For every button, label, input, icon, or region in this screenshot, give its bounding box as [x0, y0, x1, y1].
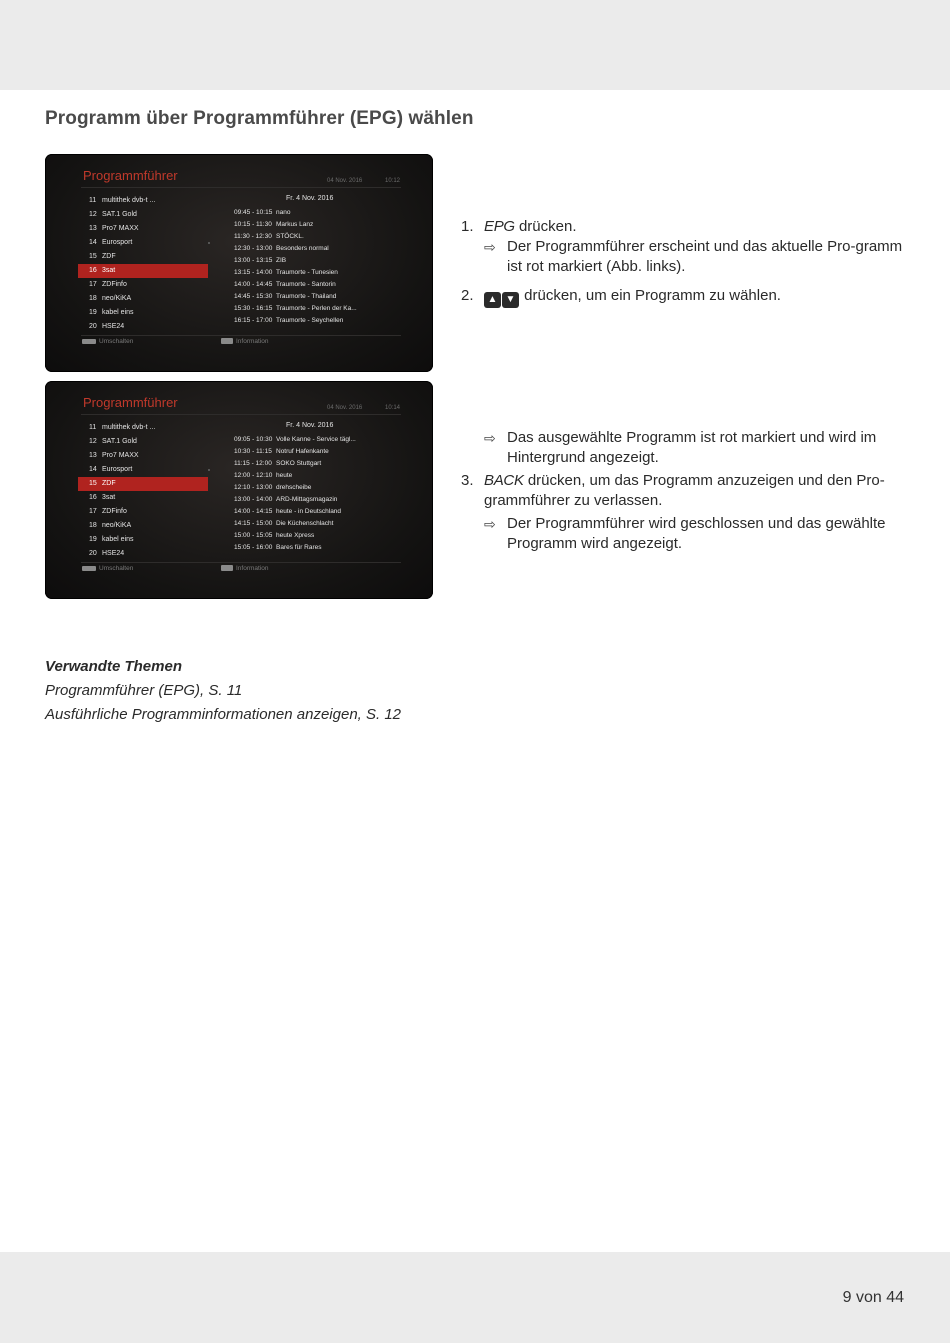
program-title: heute Xpress: [276, 532, 315, 539]
program-list: [234, 434, 404, 554]
steps-block-2: [461, 428, 906, 554]
program-time: 14:00 - 14:45: [234, 281, 273, 288]
program-time: 14:45 - 15:30: [234, 293, 273, 300]
program-row: [234, 255, 404, 267]
epg-day: Fr. 4 Nov. 2016: [286, 195, 334, 202]
scroll-indicator: [208, 469, 210, 471]
footer-switch: Umschalten: [82, 565, 133, 572]
channel-name: neo/KiKA: [102, 522, 132, 529]
channel-number: 20: [89, 323, 97, 330]
channel-name: SAT.1 Gold: [102, 211, 137, 218]
channel-name: 3sat: [102, 494, 116, 501]
channel-row: [78, 463, 208, 477]
channel-row: [78, 222, 208, 236]
page-title: Programm über Programmführer (EPG) wählen: [45, 108, 474, 129]
channel-row: [78, 505, 208, 519]
channel-name: multithek dvb-t ...: [102, 424, 156, 431]
program-title: Die Küchenschlacht: [276, 520, 334, 527]
epg-screenshot-2: [45, 381, 433, 599]
program-time: 15:30 - 16:15: [234, 305, 273, 312]
step-3-result: ⇨ Der Programmführer wird geschlossen und das gewählte Programm wird angezeigt.: [484, 515, 886, 552]
channel-number: 19: [89, 536, 97, 543]
epg-clock: 10:12: [385, 178, 401, 184]
program-row: [234, 219, 404, 231]
program-row: [234, 482, 404, 494]
program-row: [234, 542, 404, 554]
program-row: [234, 470, 404, 482]
program-title: STÖCKL.: [276, 233, 304, 240]
related-heading: Verwandte Themen: [45, 658, 182, 675]
program-title: Traumorte - Thailand: [276, 293, 337, 300]
channel-number: 17: [89, 508, 97, 515]
program-time: 12:30 - 13:00: [234, 245, 273, 252]
channel-name: HSE24: [102, 550, 125, 557]
program-row: [234, 303, 404, 315]
channel-row: [78, 306, 208, 320]
program-time: 13:15 - 14:00: [234, 269, 273, 276]
channel-row: [78, 250, 208, 264]
channel-row: [78, 208, 208, 222]
step-2-result: ⇨ Das ausgewählte Programm ist rot markiert und wird im Hintergrund angezeigt.: [484, 429, 877, 466]
epg-footer-divider: [81, 562, 401, 563]
program-row: [234, 530, 404, 542]
related-topics: [45, 655, 401, 727]
channel-row: [78, 292, 208, 306]
channel-number: 11: [89, 197, 97, 204]
channel-number: 12: [89, 438, 97, 445]
channel-name: ZDF: [102, 480, 116, 487]
program-title: drehscheibe: [276, 484, 312, 491]
footer-band: [0, 1252, 950, 1343]
epg-date: 04 Nov. 2016: [327, 405, 363, 411]
channel-number: 14: [89, 239, 97, 246]
channel-row: [78, 194, 208, 208]
step-1-result: ⇨ Der Programmführer erscheint und das aktuelle Pro-gramm ist rot markiert (Abb. links).: [484, 238, 903, 275]
channel-number: 13: [89, 452, 97, 459]
channel-name: ZDFinfo: [102, 508, 127, 515]
program-title: Traumorte - Santorin: [276, 281, 336, 288]
channel-row: [78, 519, 208, 533]
epg-screenshot-1: [45, 154, 433, 372]
program-time: 12:10 - 13:00: [234, 484, 273, 491]
channel-list: [78, 421, 208, 561]
channel-name: 3sat: [102, 267, 116, 274]
epg-divider: [81, 414, 401, 415]
program-time: 16:15 - 17:00: [234, 317, 273, 324]
header-band: [0, 0, 950, 90]
program-row: [234, 207, 404, 219]
channel-row: [78, 491, 208, 505]
epg-day: Fr. 4 Nov. 2016: [286, 422, 334, 429]
channel-number: 18: [89, 522, 97, 529]
program-row: [234, 434, 404, 446]
program-title: Traumorte - Seychellen: [276, 317, 344, 324]
program-row: [234, 506, 404, 518]
channel-row: [78, 264, 208, 278]
channel-number: 12: [89, 211, 97, 218]
step-3: 3. BACK drücken, um das Programm anzuzeigen und den Pro-grammführer zu verlassen.: [461, 472, 885, 509]
info-key-icon: [221, 565, 233, 571]
channel-row: [78, 533, 208, 547]
channel-name: neo/KiKA: [102, 295, 132, 302]
epg-key-label: EPG: [484, 218, 515, 235]
program-title: Besonders normal: [276, 245, 329, 252]
channel-number: 11: [89, 424, 97, 431]
channel-row: [78, 449, 208, 463]
program-title: Volle Kanne - Service tägl...: [276, 436, 356, 443]
result-arrow-icon: ⇨: [484, 516, 496, 532]
result-arrow-icon: ⇨: [484, 239, 496, 255]
program-title: Traumorte - Perlen der Ka...: [276, 305, 357, 312]
program-title: SOKO Stuttgart: [276, 460, 322, 467]
channel-name: Eurosport: [102, 466, 133, 473]
program-title: heute: [276, 472, 293, 479]
channel-number: 17: [89, 281, 97, 288]
program-title: Traumorte - Tunesien: [276, 269, 338, 276]
program-title: heute - in Deutschland: [276, 508, 342, 515]
channel-row: [78, 435, 208, 449]
step-1: 1. EPG drücken.: [461, 218, 577, 235]
channel-number: 18: [89, 295, 97, 302]
ok-key-icon: [82, 339, 96, 344]
program-title: Markus Lanz: [276, 221, 314, 228]
info-key-icon: [221, 338, 233, 344]
footer-info: Information: [221, 565, 269, 572]
epg-title: Programmführer: [83, 168, 178, 183]
channel-number: 16: [89, 494, 97, 501]
channel-number: 15: [89, 253, 97, 260]
channel-name: HSE24: [102, 323, 125, 330]
epg-footer-divider: [81, 335, 401, 336]
program-row: [234, 243, 404, 255]
program-list: [234, 207, 404, 327]
footer-switch: Umschalten: [82, 338, 133, 345]
channel-name: multithek dvb-t ...: [102, 197, 156, 204]
channel-name: ZDF: [102, 253, 116, 260]
step-2: 2. ▲ ▼ drücken, um ein Programm zu wählen.: [461, 286, 906, 308]
epg-date: 04 Nov. 2016: [327, 178, 363, 184]
channel-number: 16: [89, 267, 97, 274]
back-key-label: BACK: [484, 472, 524, 489]
channel-name: Eurosport: [102, 239, 133, 246]
program-title: Notruf Hafenkante: [276, 448, 329, 455]
program-row: [234, 291, 404, 303]
channel-number: 15: [89, 480, 97, 487]
program-time: 13:00 - 13:15: [234, 257, 273, 264]
channel-row: [78, 477, 208, 491]
page-number: 9 von 44: [842, 1289, 904, 1306]
program-time: 11:30 - 12:30: [234, 233, 272, 240]
channel-number: 19: [89, 309, 97, 316]
program-row: [234, 494, 404, 506]
channel-name: ZDFinfo: [102, 281, 127, 288]
epg-title: Programmführer: [83, 395, 178, 410]
channel-name: kabel eins: [102, 309, 134, 316]
program-time: 09:45 - 10:15: [234, 209, 273, 216]
program-title: ARD-Mittagsmagazin: [276, 496, 338, 503]
program-title: nano: [276, 209, 291, 216]
program-time: 14:15 - 15:00: [234, 520, 273, 527]
ok-key-icon: [82, 566, 96, 571]
program-row: [234, 458, 404, 470]
related-link-program-info[interactable]: Ausführliche Programminformationen anzeigen, S. 12: [45, 706, 402, 723]
program-time: 10:30 - 11:15: [234, 448, 272, 455]
program-row: [234, 446, 404, 458]
steps-block-1: [461, 217, 906, 308]
channel-row: [78, 236, 208, 250]
program-title: ZIB: [276, 257, 287, 264]
program-time: 09:05 - 10:30: [234, 436, 273, 443]
channel-number: 13: [89, 225, 97, 232]
program-time: 11:15 - 12:00: [234, 460, 272, 467]
related-link-epg[interactable]: Programmführer (EPG), S. 11: [45, 682, 243, 699]
program-time: 15:05 - 16:00: [234, 544, 273, 551]
channel-name: SAT.1 Gold: [102, 438, 137, 445]
arrow-down-key-icon: ▼: [502, 292, 519, 308]
program-time: 13:00 - 14:00: [234, 496, 273, 503]
program-time: 14:00 - 14:15: [234, 508, 273, 515]
program-row: [234, 315, 404, 327]
scroll-indicator: [208, 242, 210, 244]
epg-divider: [81, 187, 401, 188]
channel-row: [78, 547, 208, 561]
arrow-up-key-icon: ▲: [484, 292, 501, 308]
program-time: 12:00 - 12:10: [234, 472, 273, 479]
channel-number: 20: [89, 550, 97, 557]
channel-name: Pro7 MAXX: [102, 225, 139, 232]
program-row: [234, 518, 404, 530]
channel-list: [78, 194, 208, 334]
epg-clock: 10:14: [385, 405, 401, 411]
channel-number: 14: [89, 466, 97, 473]
program-row: [234, 279, 404, 291]
result-arrow-icon: ⇨: [484, 430, 496, 446]
footer-info: Information: [221, 338, 269, 345]
program-time: 15:00 - 15:05: [234, 532, 273, 539]
channel-name: Pro7 MAXX: [102, 452, 139, 459]
program-title: Bares für Rares: [276, 544, 322, 551]
channel-name: kabel eins: [102, 536, 134, 543]
program-row: [234, 267, 404, 279]
channel-row: [78, 278, 208, 292]
program-row: [234, 231, 404, 243]
channel-row: [78, 421, 208, 435]
program-time: 10:15 - 11:30: [234, 221, 272, 228]
channel-row: [78, 320, 208, 334]
